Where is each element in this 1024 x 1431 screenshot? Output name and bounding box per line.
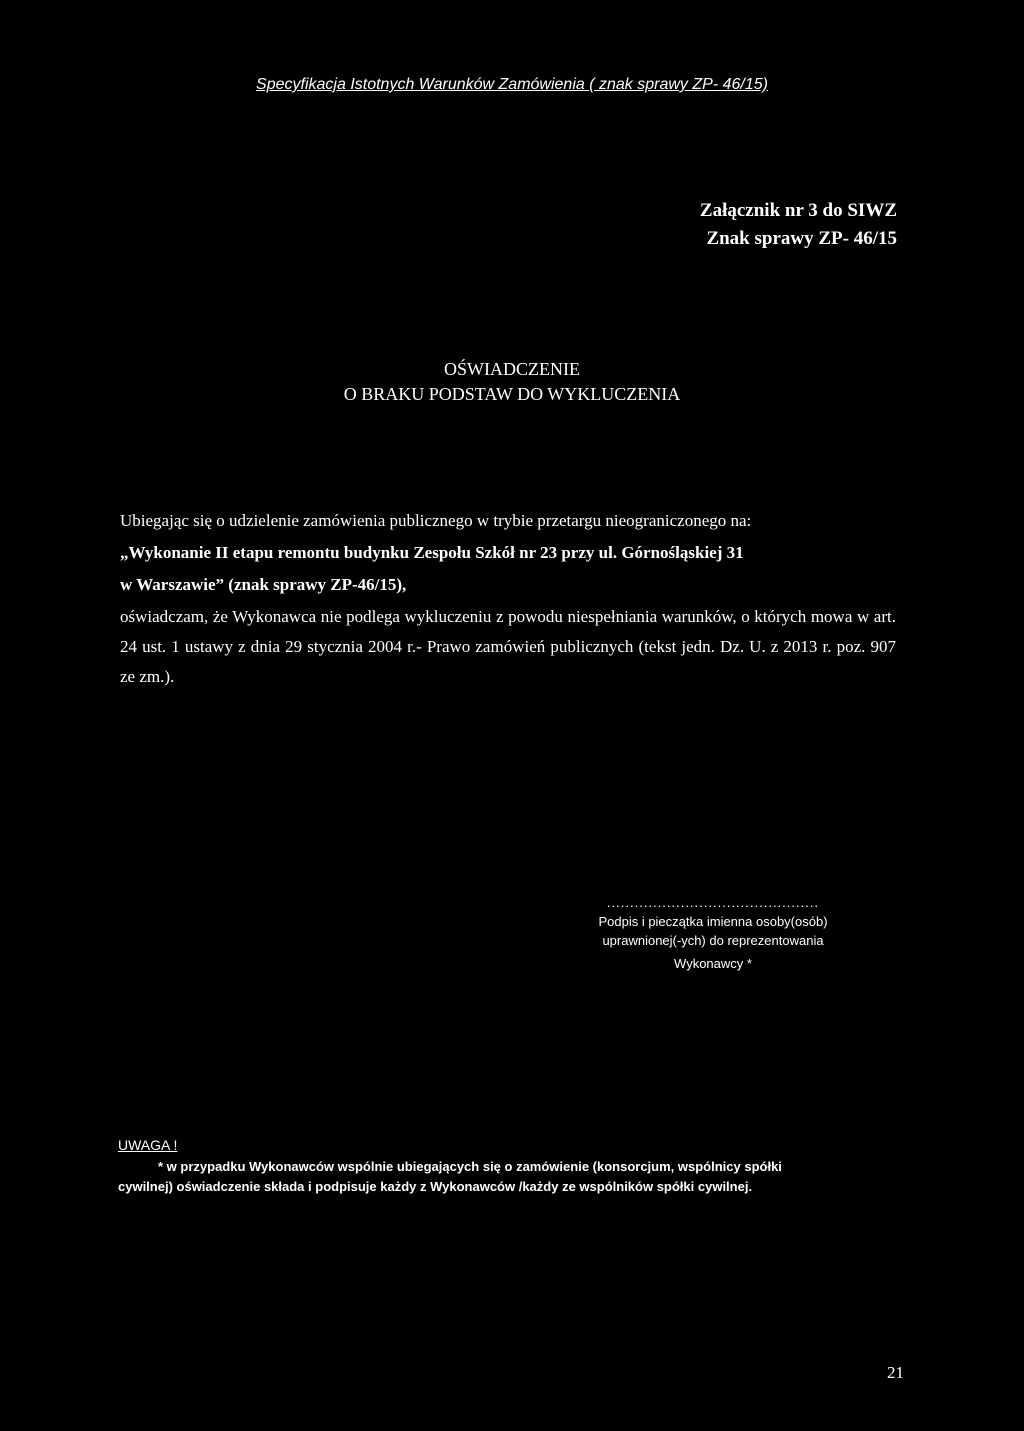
attachment-label xyxy=(700,197,897,253)
document-title xyxy=(0,357,1024,407)
warning-line-1: * w przypadku Wykonawców wspólnie ubiegających się o zamówienie (konsorcjum, wspólnicy spółki xyxy=(158,1159,782,1174)
statement-text: oświadczam, że Wykonawca nie podlega wykluczeniu z powodu niespełniania warunków, o których mowa w art. 24 ust. 1 ustawy z dnia 29 stycznia 2004 r.- Prawo zamówień publicznych (tekst jedn. Dz. U. z 2013 r. poz. 907 ze zm.). xyxy=(120,607,896,686)
project-name-line-1: „Wykonanie II etapu remontu budynku Zespołu Szkół nr 23 przy ul. Górnośląskiej 31 xyxy=(120,543,744,562)
signature-caption-2: uprawnionej(-ych) do reprezentowania xyxy=(602,933,824,948)
signature-dots: .............................................. xyxy=(606,895,820,910)
page-number: 21 xyxy=(887,1363,904,1382)
warning-heading: UWAGA ! xyxy=(118,1137,178,1153)
attachment-number: Załącznik nr 3 do SIWZ xyxy=(699,200,897,221)
warning-note xyxy=(118,1157,904,1197)
signature-caption-1: Podpis i pieczątka imienna osoby(osób) xyxy=(598,914,828,929)
document-header: Specyfikacja Istotnych Warunków Zamówienia ( znak sprawy ZP- 46/15) xyxy=(256,76,768,93)
signature-block xyxy=(548,893,878,973)
title-line-1: OŚWIADCZENIE xyxy=(444,359,580,379)
case-reference: Znak sprawy ZP- 46/15 xyxy=(706,228,897,249)
signature-caption-3: Wykonawcy * xyxy=(674,956,752,971)
project-name-line-2: w Warszawie” (znak sprawy ZP-46/15), xyxy=(120,575,407,594)
title-line-2: O BRAKU PODSTAW DO WYKLUCZENIA xyxy=(343,384,681,404)
statement-body xyxy=(120,506,896,694)
warning-line-2: cywilnej) oświadczenie składa i podpisuje każdy z Wykonawców /każdy ze wspólników spółki cywilnej. xyxy=(118,1179,753,1194)
intro-text: Ubiegając się o udzielenie zamówienia publicznego w trybie przetargu nieograniczonego na: xyxy=(120,511,752,530)
